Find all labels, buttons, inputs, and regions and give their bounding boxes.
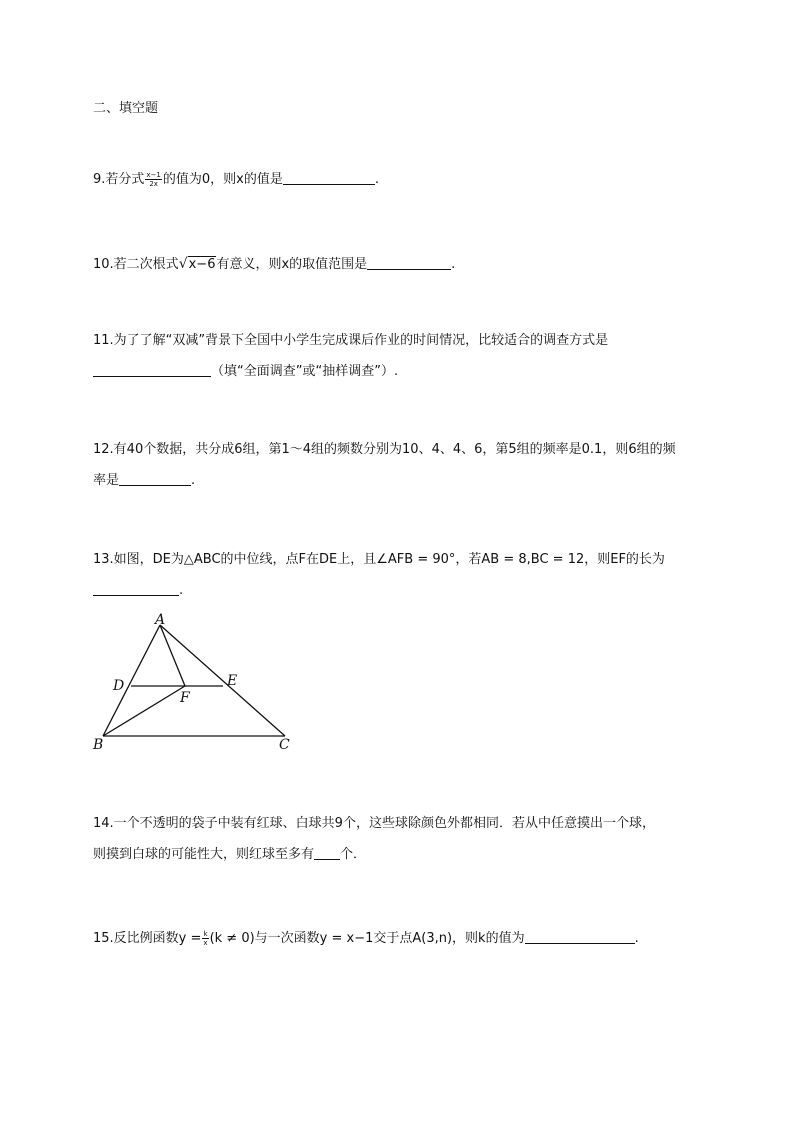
q10-answer-blank[interactable] [367, 256, 451, 270]
sqrt-icon: √ [178, 256, 188, 272]
q15-fraction [202, 930, 208, 947]
segment-AF [160, 625, 185, 686]
question-13-line1 [93, 551, 665, 569]
question-15 [93, 930, 639, 948]
q9-prefix: 9.若分式 [93, 172, 145, 187]
section-title [93, 100, 158, 118]
q14-line2-prefix: 则摸到白球的可能性大，则红球至多有 [93, 847, 315, 862]
q10-radicand: x−6 [188, 257, 216, 272]
q10-sqrt [179, 255, 217, 274]
q10-suffix: 有意义，则x的取值范围是 [216, 257, 368, 272]
label-F: F [180, 690, 190, 706]
triangle-figure [85, 612, 305, 757]
q10-prefix: 10.若二次根式 [93, 257, 179, 272]
q15-prefix: 15.反比例函数y = [93, 931, 202, 946]
q9-fraction [145, 171, 161, 188]
section-title-text: 二、填空题 [93, 101, 159, 116]
q10-end: . [451, 257, 456, 272]
question-12-line1 [93, 441, 676, 459]
q15-answer-blank[interactable] [525, 930, 635, 944]
question-14-line2 [93, 846, 366, 864]
question-10 [93, 255, 455, 274]
q13-line1: 13.如图，DE为△ABC的中位线，点F在DE上，且∠AFB = 90°，若AB = 8,BC = 12，则EF的长为 [93, 552, 665, 567]
question-12-line2 [93, 472, 195, 490]
label-A: A [155, 612, 166, 628]
q9-denominator: 2x [149, 180, 158, 188]
label-D: D [113, 678, 125, 694]
label-C: C [279, 737, 290, 753]
q14-line1: 14.一个不透明的袋子中装有红球、白球共9个，这些球除颜色外都相同．若从中任意摸出一个球， [93, 816, 655, 831]
q15-denominator: x [203, 939, 208, 947]
q13-end: . [179, 583, 184, 598]
q13-answer-blank[interactable] [93, 582, 179, 596]
question-11-line1 [93, 332, 608, 350]
q11-line1: 11.为了了解“双减”背景下全国中小学生完成课后作业的时间情况，比较适合的调查方式是 [93, 333, 609, 348]
q15-end: . [634, 931, 639, 946]
q12-answer-blank[interactable] [119, 472, 191, 486]
q9-numerator: x−1 [146, 171, 161, 179]
q9-end: . [374, 172, 379, 187]
label-E: E [227, 673, 238, 689]
q15-middle: (k ≠ 0)与一次函数y = x−1交于点A(3,n)，则k的值为 [209, 931, 525, 946]
question-11-line2 [93, 363, 398, 381]
q14-answer-blank[interactable] [314, 846, 340, 860]
q11-line2: （填“全面调查”或“抽样调查”）. [211, 364, 399, 379]
question-13-line2 [93, 582, 183, 600]
q9-suffix: 的值为0，则x的值是 [162, 172, 283, 187]
q12-line2-prefix: 率是 [93, 473, 120, 488]
q12-line1: 12.有40个数据，共分成6组，第1～4组的频数分别为10、4、4、6，第5组的频率是0.1，则6组的频 [93, 442, 676, 457]
q9-answer-blank[interactable] [283, 171, 375, 185]
q12-end: . [191, 473, 196, 488]
question-9 [93, 171, 379, 189]
label-B: B [93, 737, 104, 753]
question-14-line1 [93, 815, 655, 833]
q14-line2-suffix: 个． [340, 847, 367, 862]
segment-AC [160, 625, 285, 736]
q15-numerator: k [203, 930, 208, 938]
q11-answer-blank[interactable] [93, 363, 211, 377]
